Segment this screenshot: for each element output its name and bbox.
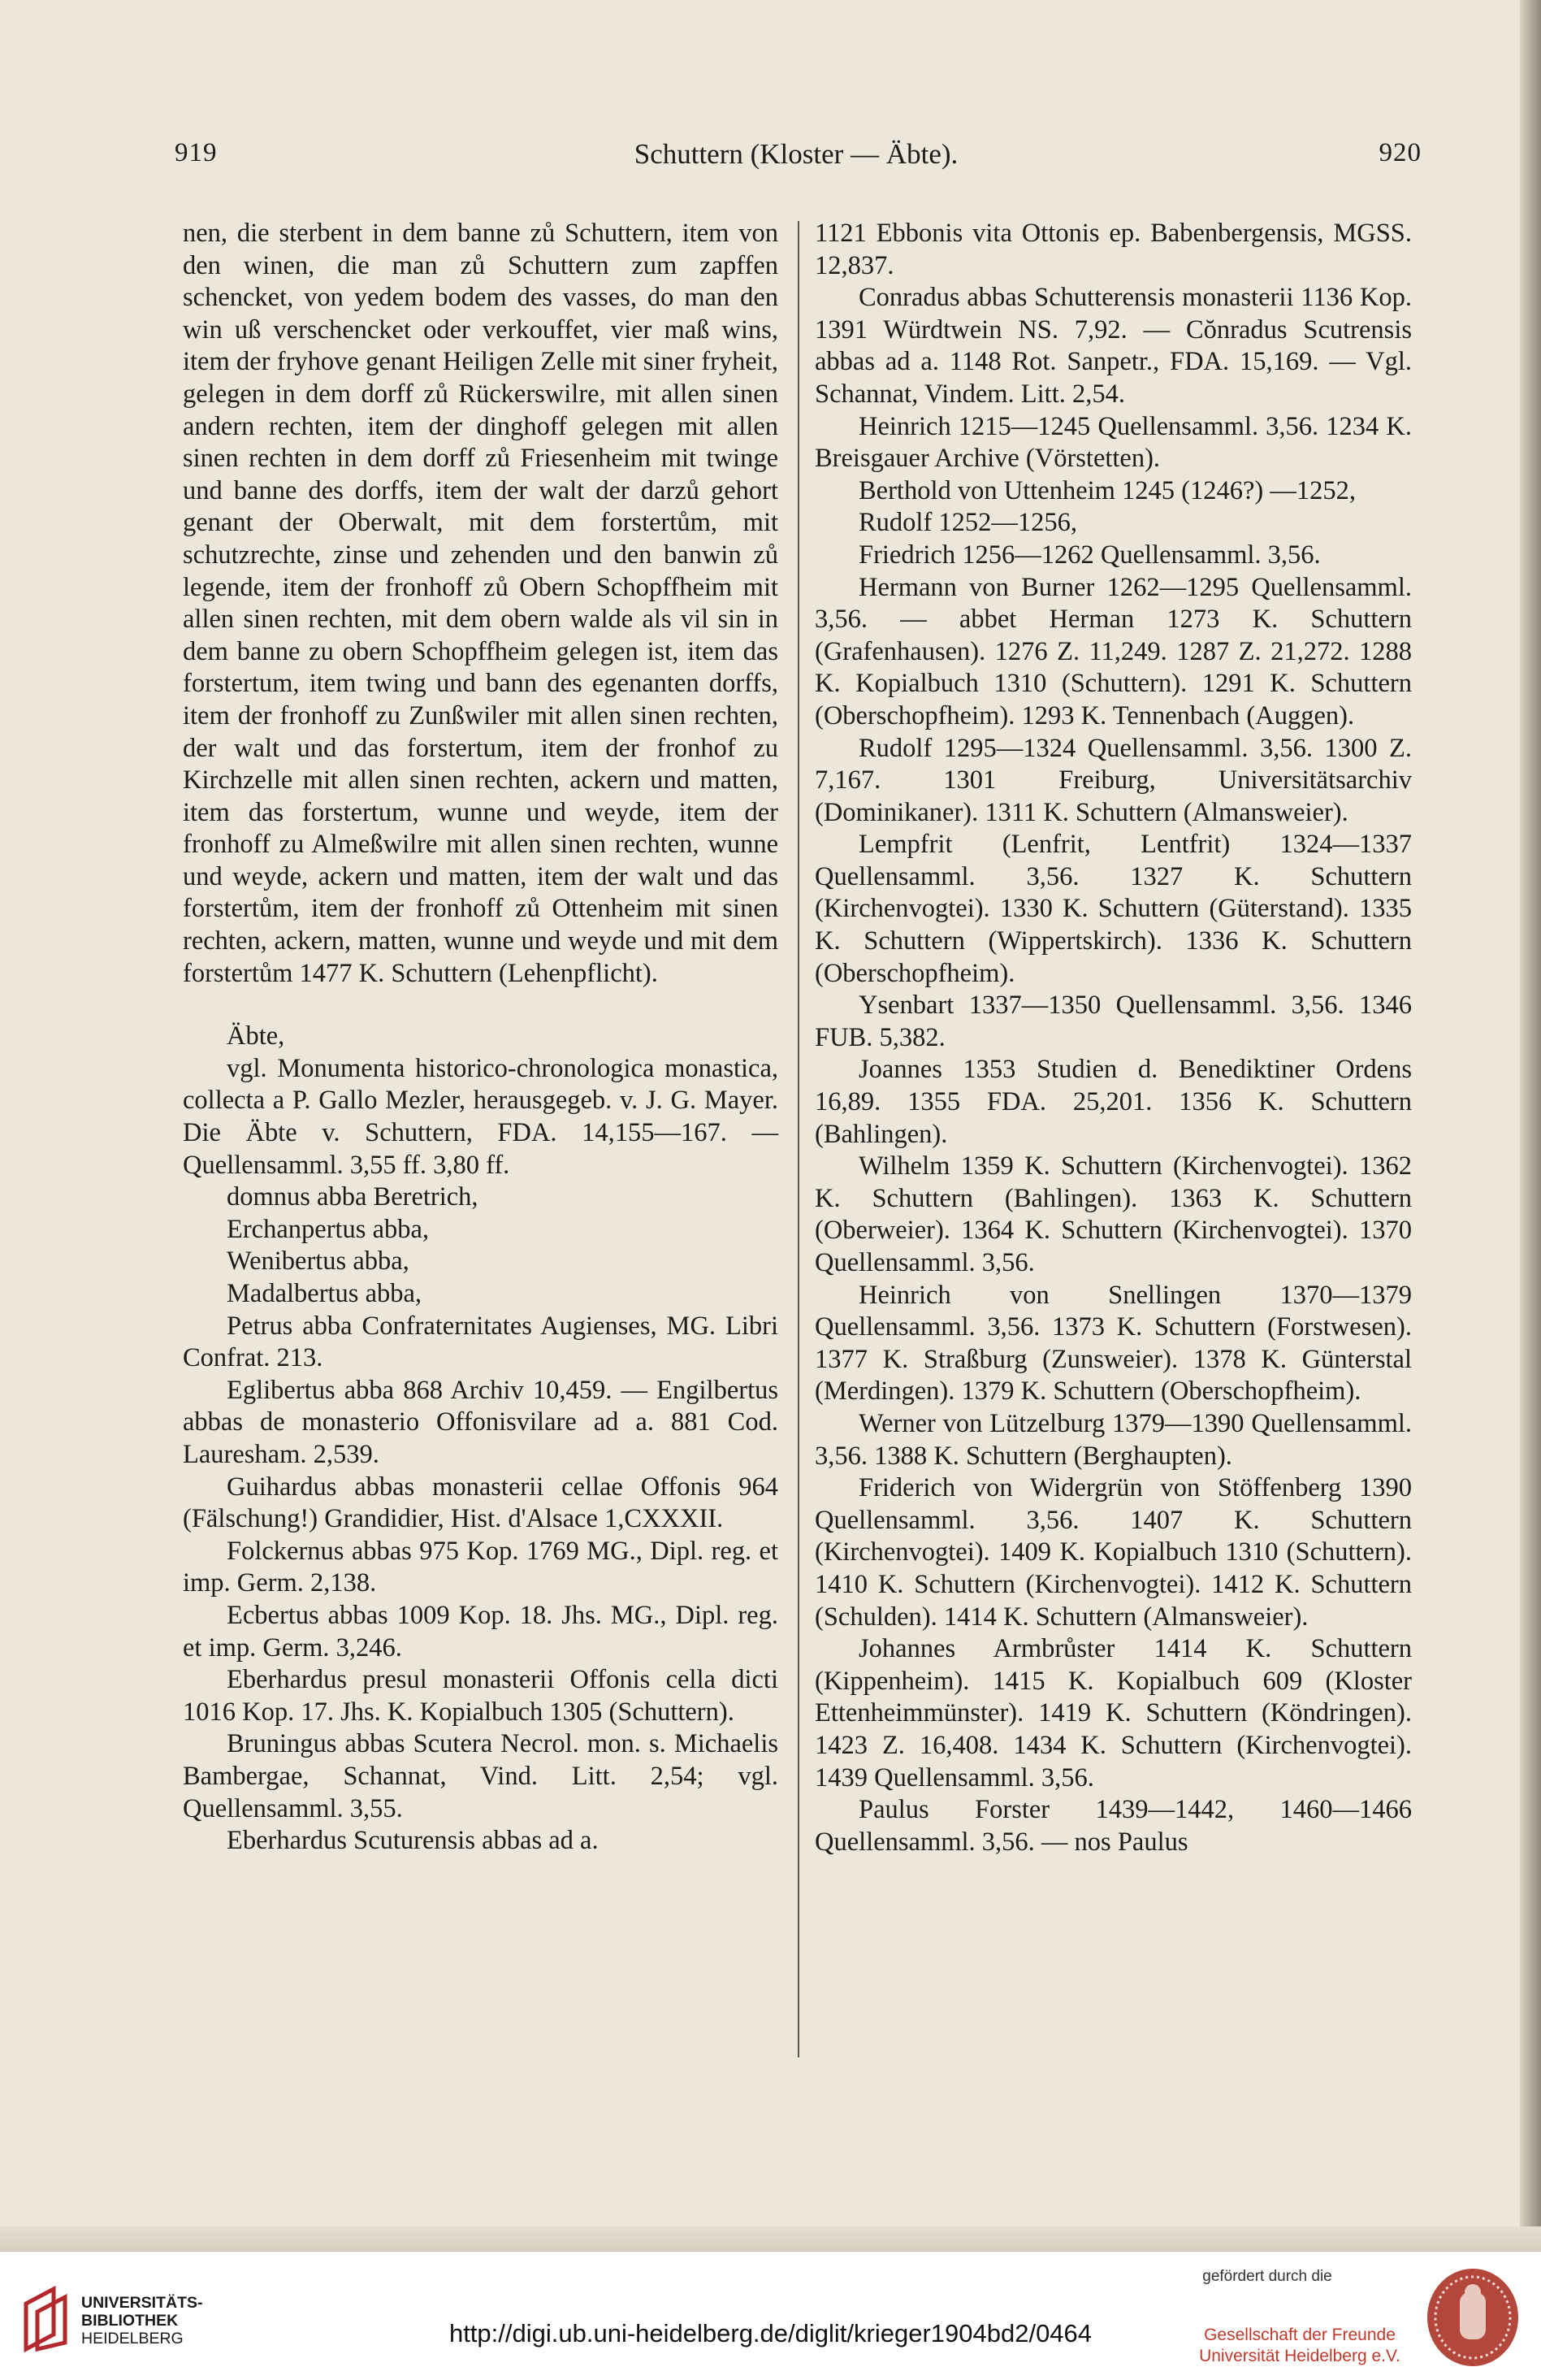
- abbot-entry: Paulus Forster 1439—1442, 1460—1466 Quellensamml. 3,56. — nos Paulus: [815, 1795, 1412, 1857]
- page-bottom-edge: [0, 2226, 1541, 2251]
- permalink-url[interactable]: http://digi.ub.uni-heidelberg.de/diglit/krieger1904bd2/0464: [448, 2319, 1093, 2347]
- abbot-entry: Friderich von Widergrün von Stöffenberg 1390 Quellensamml. 3,56. 1407 K. Schuttern (Kirchenvogtei). 1409 K. Kopialbuch 1310 (Schuttern). 1410 K. Schuttern (Kirchenvogtei). 1412 K. Schuttern (Schulden). 1414 K. Schuttern (Almansweier).: [815, 1473, 1412, 1632]
- left-column: [183, 218, 778, 1858]
- abbot-entry: Eglibertus abba 868 Archiv 10,459. — Engilbertus abbas de monasterio Offonisvilare ad a. 881 Cod. Lauresham. 2,539.: [183, 1375, 778, 1469]
- abbot-entry: Bruningus abbas Scutera Necrol. mon. s. Michaelis Bambergae, Schannat, Vind. Litt. 2,54; vgl. Quellensamml. 3,55.: [183, 1729, 778, 1823]
- abbot-entry: Hermann von Burner 1262—1295 Quellensamml. 3,56. — abbet Herman 1273 K. Schuttern (Grafenhausen). 1276 Z. 11,249. 1287 Z. 21,272. 1288 K. Kopialbuch 1310 (Schuttern). 1291 K. Schuttern (Oberschopfheim). 1293 K. Tennenbach (Auggen).: [815, 572, 1412, 730]
- abbot-entry: Folckernus abbas 975 Kop. 1769 MG., Dipl. reg. et imp. Germ. 2,138.: [183, 1536, 778, 1598]
- abbot-entry: Conradus abbas Schutterensis monasterii 1136 Kop. 1391 Würdtwein NS. 7,92. — Cŏnradus Scutrensis abbas ad a. 1148 Rot. Sanpetr., FDA. 15,169. — Vgl. Schannat, Vindem. Litt. 2,54.: [815, 283, 1412, 409]
- paragraph: 1121 Ebbonis vita Ottonis ep. Babenbergensis, MGSS. 12,837.: [815, 219, 1412, 280]
- running-title: Schuttern (Kloster — Äbte).: [634, 138, 959, 170]
- abbot-entry: Wenibertus abba,: [227, 1246, 409, 1277]
- running-header: [171, 138, 1422, 187]
- abbot-entry: Guihardus abbas monasterii cellae Offonis 964 (Fälschung!) Grandidier, Hist. d'Alsace 1,CXXXII.: [183, 1472, 778, 1534]
- paragraph: vgl. Monumenta historico-chronologica monastica, collecta a P. Gallo Mezler, herausgegeb. v. J. G. Mayer. Die Äbte v. Schuttern, FDA. 14,155—167. — Quellensamml. 3,55 ff. 3,80 ff.: [183, 1053, 778, 1180]
- page-number-right: 920: [1379, 138, 1422, 167]
- abbot-entry: Rudolf 1295—1324 Quellensamml. 3,56. 1300 Z. 7,167. 1301 Freiburg, Universitätsarchiv (Dominikaner). 1311 K. Schuttern (Almansweier).: [815, 733, 1412, 827]
- society-name: [1186, 2325, 1413, 2367]
- abbot-entry: domnus abba Beretrich,: [227, 1182, 478, 1212]
- abbot-entry: Ecbertus abbas 1009 Kop. 18. Jhs. MG., Dipl. reg. et imp. Germ. 3,246.: [183, 1600, 778, 1663]
- paragraph: nen, die sterbent in dem banne zů Schuttern, item von den winen, die man zů Schuttern zum zapffen schencket, von yedem bodem des vasses, do man den win uß verschencket oder verkouffet, vier maß wins, item der fryhove genant Heiligen Zelle mit siner fryheit, gelegen in dem dorff zů Rückerswilre, mit allen sinen andern rechten, item der dinghoff gelegen mit allen sinen rechten in dem dorff zů Friesenheim mit twinge und banne des dorffs, item der walt der darzů gehort genant der Oberwalt, mit dem forstertům, mit schutzrechte, zinse und zehenden und den banwin zů legende, item der fronhoff zů Obern Schopffheim mit allen sinen rechten, mit dem obern walde als vil sin in dem banne zu obern Schopffheim gelegen ist, item das forstertum, item twing und bann des egenanten dorffs, item der fronhoff zu Zunßwiler mit allen sinen rechten, der walt und das forstertum, item der fronhof zu Kirchzelle mit allen sinen rechten, ackern und matten, item das forstertum, wunne und weyde, item der fronhoff zu Almeßwilre mit allen sinen rechten, wunne und weyde, ackern und matten, item der walt und das forstertům, item der fronhoff zů Ottenheim mit sinen rechten, ackern, matten, wunne und weyde und mit dem forstertům 1477 K. Schuttern (Lehenpflicht).: [183, 219, 778, 988]
- library-name-line3: HEIDELBERG: [81, 2330, 184, 2347]
- right-column: [815, 218, 1412, 1858]
- abbot-entry: Eberhardus presul monasterii Offonis cella dicti 1016 Kop. 17. Jhs. K. Kopialbuch 1305 (Schuttern).: [183, 1665, 778, 1727]
- section-heading: Äbte,: [227, 1021, 285, 1051]
- abbot-entry: Madalbertus abba,: [227, 1279, 422, 1308]
- abbot-entry: Wilhelm 1359 K. Schuttern (Kirchenvogtei). 1362 K. Schuttern (Bahlingen). 1363 K. Schuttern (Oberweier). 1364 K. Schuttern (Kirchenvogtei). 1370 Quellensamml. 3,56.: [815, 1151, 1412, 1277]
- page-edge-shadow: [1520, 0, 1541, 2251]
- abbot-entry: Erchanpertus abba,: [227, 1214, 430, 1244]
- abbot-entry: Werner von Lützelburg 1379—1390 Quellensamml. 3,56. 1388 K. Schuttern (Berghaupten).: [815, 1408, 1412, 1471]
- abbot-entry: Lempfrit (Lenfrit, Lentfrit) 1324—1337 Quellensamml. 3,56. 1327 K. Schuttern (Kirchenvogtei). 1330 K. Schuttern (Güterstand). 1335 K. Schuttern (Wippertskirch). 1336 K. Schuttern (Oberschopfheim).: [815, 830, 1412, 988]
- abbot-entry: Rudolf 1252—1256,: [859, 508, 1078, 538]
- abbot-entry: Petrus abba Confraternitates Augienses, MG. Libri Confrat. 213.: [183, 1311, 778, 1373]
- column-divider: [798, 221, 799, 2057]
- abbot-entry: Friedrich 1256—1262 Quellensamml. 3,56.: [859, 540, 1321, 570]
- abbot-entry: Johannes Armbrůster 1414 K. Schuttern (Kippenheim). 1415 K. Kopialbuch 609 (Kloster Ettenheimmünster). 1419 K. Schuttern (Köndringen). 1423 Z. 16,408. 1434 K. Schuttern (Kirchenvogtei). 1439 Quellensamml. 3,56.: [815, 1634, 1412, 1793]
- society-name-line2: Universität Heidelberg e.V.: [1199, 2347, 1400, 2365]
- digitization-footer: [0, 2251, 1541, 2380]
- society-name-line1: Gesellschaft der Freunde: [1204, 2326, 1396, 2344]
- abbot-entry: Heinrich 1215—1245 Quellensamml. 3,56. 1234 K. Breisgauer Archive (Vörstetten).: [815, 411, 1412, 474]
- abbot-entry: Berthold von Uttenheim 1245 (1246?) —1252,: [859, 475, 1356, 505]
- abbot-entry: Heinrich von Snellingen 1370—1379 Quellensamml. 3,56. 1373 K. Schuttern (Forstwesen). 1377 K. Straßburg (Zunsweier). 1378 K. Günterstal (Merdingen). 1379 K. Schuttern (Oberschopfheim).: [815, 1280, 1412, 1407]
- library-name-line1: UNIVERSITÄTS-: [81, 2294, 203, 2312]
- abbot-entry: Joannes 1353 Studien d. Benediktiner Ordens 16,89. 1355 FDA. 25,201. 1356 K. Schuttern (Bahlingen).: [815, 1055, 1412, 1149]
- abbot-entry: Eberhardus Scuturensis abbas ad a.: [227, 1826, 599, 1856]
- library-name-line2: BIBLIOTHEK: [81, 2312, 179, 2330]
- abbot-entry: Ysenbart 1337—1350 Quellensamml. 3,56. 1346 FUB. 5,382.: [815, 991, 1412, 1052]
- funded-by-label: gefördert durch die: [1202, 2268, 1332, 2285]
- page-number-left: 919: [175, 138, 218, 167]
- university-seal-icon: [1424, 2265, 1522, 2370]
